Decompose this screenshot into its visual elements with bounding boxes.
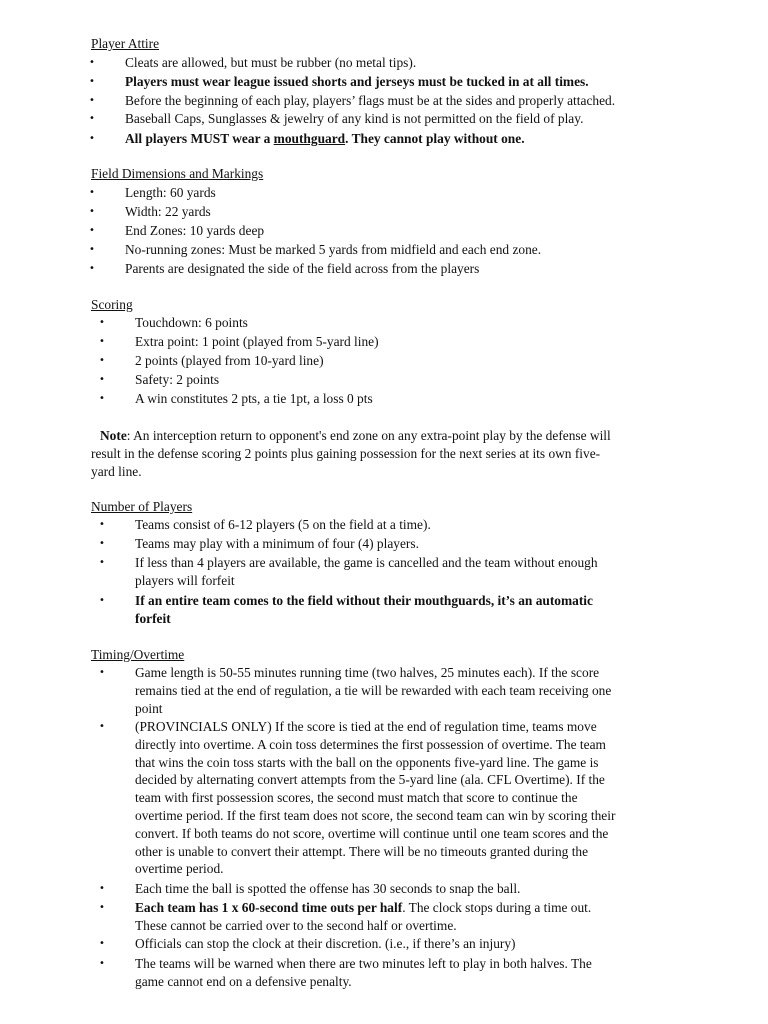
document-page: Player Attire • Cleats are allowed, but must be rubber (no metal tips). • Players must wear league issued shorts and jerseys must be tucked in at all times. • Before the beginning of each play, players’ flags must be at the sides and properly attached. • Baseball Caps, Sunglasses & jewelry of any kind is not permitted on the field of play. • All players MUST wear a mouthguard. They cannot play without one. Field Dimensions and Markings • Length: 60 yards • Width: 22 yards • End Zones: 10 yards deep • No-running zones: Must be marked 5 yards from midfield and each end zone. • Parents are designated the side of the field across from the players Scoring • Touchdown: 6 points • Extra point: 1 point (played from 5-yard line) • 2 points (played from 10-yard line) • Safety: 2 points • A win constitutes 2 pts, a tie 1pt, a loss 0 pts Note: An interception return to opponent's end zone on any extra-point play by the defense will result in the defense scoring 2 points plus gaining possession for the next series at its own five- yard line. Number of Players • Teams consist of 6-12 players (5 on the field at a time). • Teams may play with a minimum of four (4) players. • If less than 4 players are available, the game is cancelled and the team without enough players will forfeit • If an entire team comes to the field without their mouthguards, it’s an automatic forfeit Timing/Overtime • Game length is 50-55 minutes running time (two halves, 25 minutes each). If the score remains tied at the end of regulation, a tie will be rewarded with each team receiving one point • (PROVINCIALS ONLY) If the score is tied at the end of regulation time, teams move directly into overtime. A coin toss determines the first possession of overtime. The team that wins the coin toss starts with the ball on the opponents five-yard line. The game is decided by alternating convert attempts from the 5-yard line (ala. CFL Overtime). If the team with first possession scores, the second must match that score to continue the overtime period. If the first team does not score, the second team can win by scoring their convert. If both teams do not score, overtime will continue until one team scores and the other is unable to convert their attempt. There will be no timeouts granted during the overtime period. • Each time the ball is spotted the offense has 30 seconds to snap the ball. • Each team has 1 x 60-second time outs per half. The clock stops during a time out. These cannot be carried over to the second half or overtime. • Officials can stop the clock at their discretion. (i.e., if there’s an injury) • The teams will be warned when there are two minutes left to play in both halves. The game cannot end on a defensive penalty. (0, 0, 768, 1024)
bullet-icon: • (99, 393, 105, 404)
bullet-icon: • (99, 883, 105, 894)
field-heading: Field Dimensions and Markings (91, 166, 264, 181)
bullet-icon: • (89, 57, 95, 68)
bullet-icon: • (99, 938, 105, 949)
bullet-icon: • (99, 595, 105, 606)
bullet-icon: • (89, 76, 95, 87)
bullet-icon: • (89, 133, 95, 144)
bullet-icon: • (99, 355, 105, 366)
bullet-icon: • (99, 721, 105, 732)
bullet-icon: • (99, 374, 105, 385)
bullet-icon: • (99, 902, 105, 913)
bullet-icon: • (89, 244, 95, 255)
bullet-icon: • (99, 667, 105, 678)
bullet-icon: • (89, 225, 95, 236)
players-heading: Number of Players (91, 499, 193, 514)
timeout-emphasis: Each team has 1 x 60-second time outs per half (135, 900, 403, 915)
bullet-icon: • (89, 113, 95, 124)
timing-heading: Timing/Overtime (91, 647, 185, 662)
scoring-note: Note: An interception return to opponent's end zone on any extra-point play by the defense will result in the defense scoring 2 points plus gaining possession for the next series at its own five- yard line. (91, 428, 611, 479)
player-attire-heading: Player Attire (91, 36, 160, 51)
bullet-icon: • (99, 557, 105, 568)
bullet-icon: • (99, 538, 105, 549)
bullet-icon: • (89, 206, 95, 217)
bullet-icon: • (89, 95, 95, 106)
mouthguard-emphasis: mouthguard (273, 131, 346, 146)
bullet-icon: • (99, 336, 105, 347)
scoring-heading: Scoring (91, 297, 133, 312)
bullet-icon: • (89, 263, 95, 274)
note-label: Note (100, 428, 127, 443)
bullet-icon: • (99, 958, 105, 969)
bullet-icon: • (99, 519, 105, 530)
bullet-icon: • (89, 187, 95, 198)
bullet-icon: • (99, 317, 105, 328)
